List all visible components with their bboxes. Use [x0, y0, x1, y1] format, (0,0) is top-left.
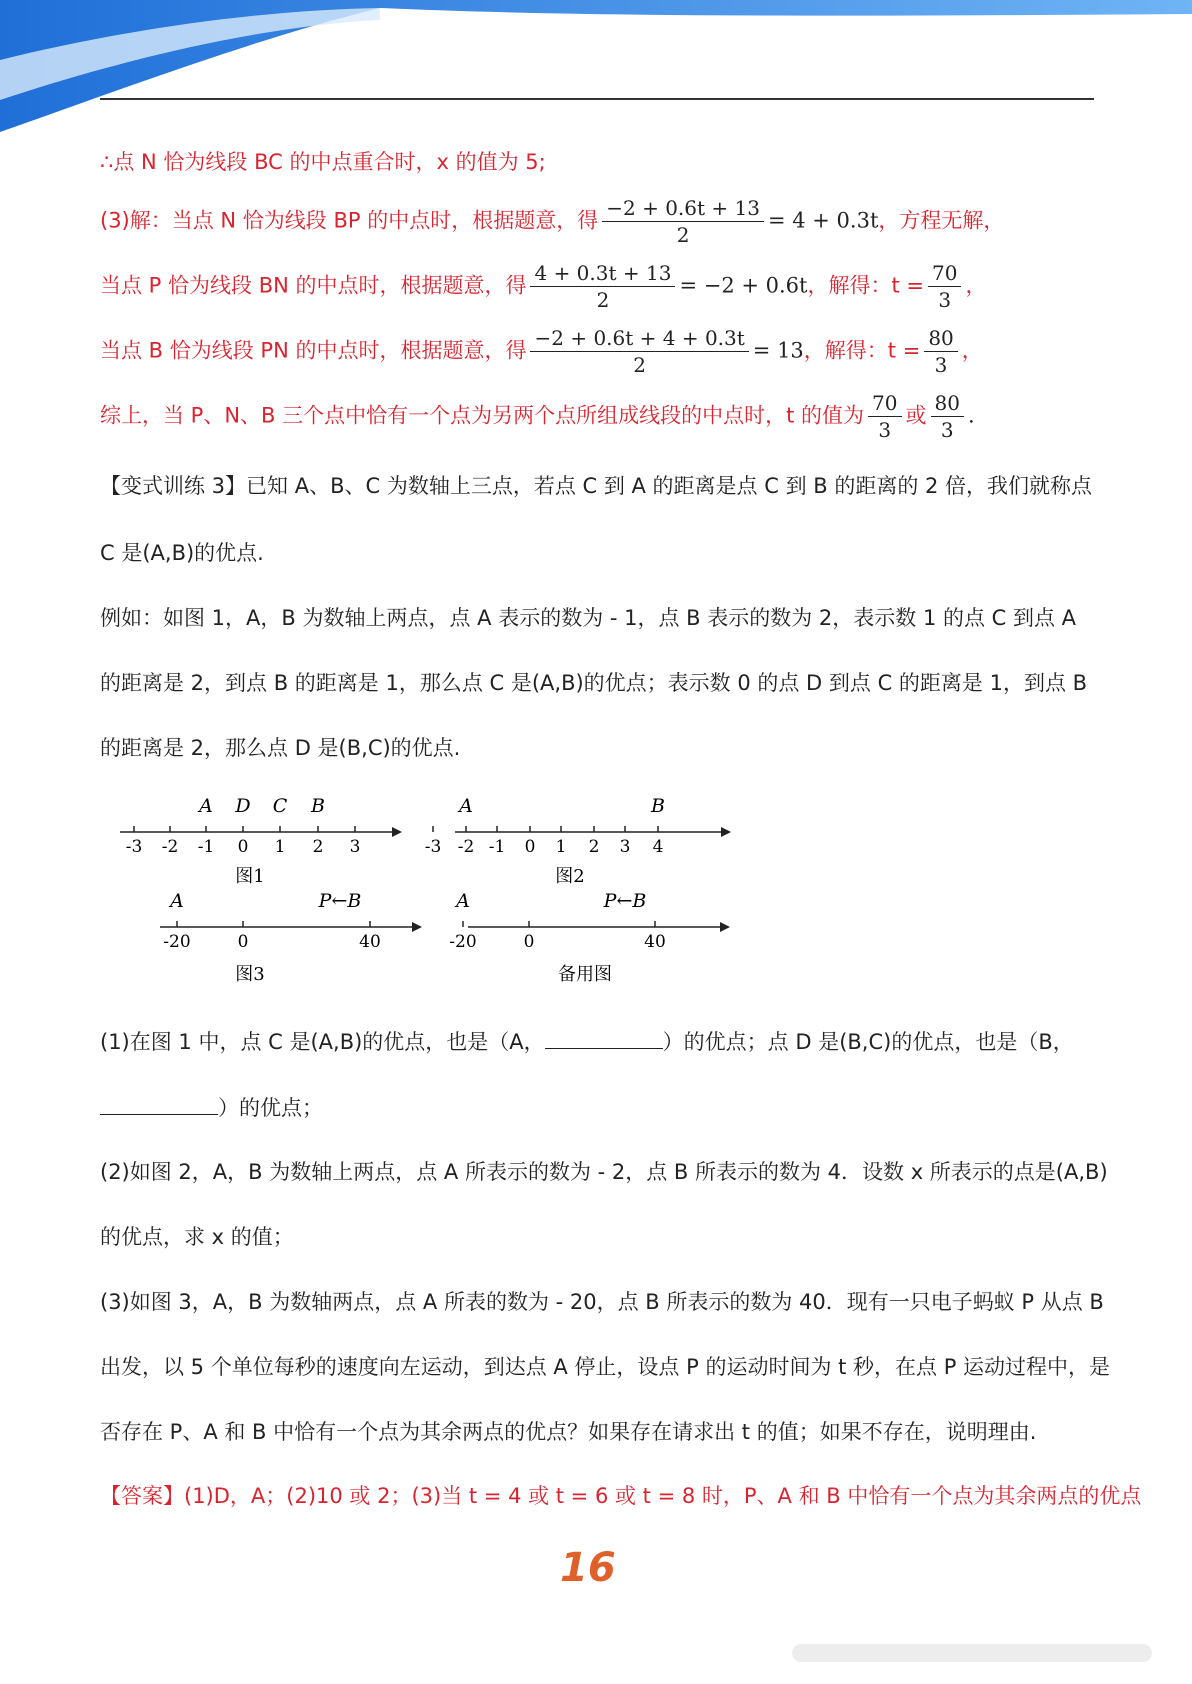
fig2-tick-label: -2 [457, 837, 475, 857]
line2-tail: ，方程无解， [878, 208, 1005, 233]
header-rule [100, 98, 1094, 100]
fig1-tick-label: -2 [161, 837, 179, 857]
fig2-arrow-icon [721, 827, 731, 837]
fig2-tick-label: 1 [555, 837, 567, 857]
line3-fraction [530, 260, 675, 313]
fig1-point-label: A [199, 795, 213, 817]
fig1-tick-label: 0 [237, 837, 249, 857]
number-line-figures [110, 790, 750, 1000]
fig3-caption: 图3 [235, 964, 265, 985]
line5-fraction-1 [868, 390, 901, 443]
line3-result-denominator: 3 [938, 288, 952, 312]
figure-spare [449, 890, 730, 985]
line5-text: 综上，当 P、N、B 三个点中恰有一个点为另两个点所组成线段的中点时，t 的值为 [100, 403, 865, 428]
question-2-line-1: (2)如图 2，A，B 为数轴上两点，点 A 所表示的数为 - 2，点 B 所表示的数为 4．设数 x 所表示的点是(A,B) [100, 1160, 1108, 1184]
fig2-tick-label: 2 [588, 837, 600, 857]
fig4-tick-label: 0 [523, 932, 535, 952]
problem-line-3: 例如：如图 1，A，B 为数轴上两点，点 A 表示的数为 - 1，点 B 表示的数为 2，表示数 1 的点 C 到点 A [100, 606, 1077, 630]
q1-text-b: ）的优点；点 D 是(B,C)的优点，也是（B， [662, 1030, 1074, 1054]
line4-result [924, 325, 957, 378]
solution-line-3 [100, 260, 986, 313]
line2-numerator: −2 + 0.6t + 13 [602, 195, 764, 222]
line2-rhs: = 4 + 0.3t [767, 208, 879, 233]
fig3-point-label: P←B [318, 890, 362, 912]
fig4-tick-label: 40 [644, 932, 666, 952]
line4-text: 当点 B 恰为线段 PN 的中点时，根据题意，得 [100, 338, 527, 363]
fig1-arrow-icon [392, 827, 402, 837]
question-3-line-3: 否存在 P、A 和 B 中恰有一个点为其余两点的优点？如果存在请求出 t 的值；如果不存在，说明理由. [100, 1420, 1037, 1444]
q1-blank-2[interactable] [100, 1094, 218, 1115]
q1-text-a: (1)在图 1 中，点 C 是(A,B)的优点，也是（A， [100, 1030, 545, 1054]
fig4-point-label: A [456, 890, 470, 912]
line2-fraction [602, 195, 764, 248]
problem-line-4: 的距离是 2，到点 B 的距离是 1，那么点 C 是(A,B)的优点；表示数 0 的点 D 到点 C 的距离是 1，到点 B [100, 671, 1088, 695]
line4-result-numerator: 80 [924, 325, 957, 352]
fig1-tick-label: 1 [274, 837, 286, 857]
figure-3 [160, 890, 422, 985]
fig1-point-label: B [311, 795, 325, 817]
line4-end: ， [961, 338, 983, 363]
q1-blank-1[interactable] [545, 1028, 663, 1049]
line3-end: ， [965, 273, 987, 298]
line3-rhs: = −2 + 0.6t [679, 273, 808, 298]
fig1-point-label: D [235, 795, 251, 817]
line5-numerator-1: 70 [868, 390, 901, 417]
line2-text: (3)解：当点 N 恰为线段 BP 的中点时，根据题意，得 [100, 208, 599, 233]
question-3-line-1: (3)如图 3，A，B 为数轴两点，点 A 所表的数为 - 20，点 B 所表示的数为 40．现有一只电子蚂蚁 P 从点 B [100, 1290, 1104, 1314]
answer-line: 【答案】(1)D，A；(2)10 或 2；(3)当 t = 4 或 t = 6 或 t = 8 时，P、A 和 B 中恰有一个点为其余两点的优点 [100, 1484, 1142, 1508]
fig3-point-label: A [170, 890, 184, 912]
line3-solve: ，解得：t = [807, 273, 924, 298]
page-number: 16 [560, 1545, 616, 1591]
line4-fraction [530, 325, 748, 378]
question-1-line-1 [100, 1027, 1074, 1057]
fig2-point-label: B [651, 795, 665, 817]
fig1-tick-label: -3 [125, 837, 143, 857]
fig3-tick-label: -20 [163, 932, 191, 952]
line5-denominator-1: 3 [878, 418, 892, 442]
line2-denominator: 2 [676, 223, 690, 247]
line4-solve: ，解得：t = [803, 338, 921, 363]
fig1-tick-label: 2 [312, 837, 324, 857]
problem-line-2: C 是(A,B)的优点. [100, 541, 264, 565]
fig4-arrow-icon [720, 922, 730, 932]
fig2-caption: 图2 [555, 866, 585, 887]
line4-denominator: 2 [633, 353, 646, 377]
line3-denominator: 2 [596, 288, 610, 312]
fig4-point-label: P←B [603, 890, 647, 912]
question-2-line-2: 的优点，求 x 的值； [100, 1225, 294, 1249]
question-3-line-2: 出发，以 5 个单位每秒的速度向左运动，到达点 A 停止，设点 P 的运动时间为 t 秒，在点 P 运动过程中，是 [100, 1355, 1111, 1379]
line4-result-denominator: 3 [934, 353, 948, 377]
q1-text-c: ）的优点； [218, 1096, 323, 1120]
problem-line-1: 【变式训练 3】已知 A、B、C 为数轴上三点，若点 C 到 A 的距离是点 C 到 B 的距离的 2 倍，我们就称点 [100, 474, 1093, 498]
question-1-line-2 [100, 1093, 323, 1123]
fig2-tick-label: 4 [652, 837, 664, 857]
header-banner [0, 0, 1192, 140]
fig4-caption: 备用图 [558, 964, 612, 985]
line5-denominator-2: 3 [940, 418, 954, 442]
line3-result-numerator: 70 [928, 260, 961, 287]
line3-result [928, 260, 961, 313]
line4-numerator: −2 + 0.6t + 4 + 0.3t [530, 325, 748, 352]
fig3-tick-label: 0 [237, 932, 249, 952]
solution-line-5 [100, 390, 975, 443]
fig2-tick-label: 3 [619, 837, 631, 857]
solution-line-2 [100, 195, 1004, 248]
fig1-tick-label: -1 [197, 837, 215, 857]
solution-line-1: ∴点 N 恰为线段 BC 的中点重合时，x 的值为 5; [100, 150, 546, 174]
line5-end: . [967, 403, 975, 428]
fig2-tick-label: 0 [524, 837, 536, 857]
figure-2 [425, 795, 731, 887]
fig1-point-label: C [272, 795, 288, 817]
fig2-point-label: A [459, 795, 473, 817]
fig3-arrow-icon [412, 922, 422, 932]
fig1-caption: 图1 [235, 866, 265, 887]
line5-fraction-2 [931, 390, 964, 443]
line3-text: 当点 P 恰为线段 BN 的中点时，根据题意，得 [100, 273, 527, 298]
fig3-tick-label: 40 [359, 932, 381, 952]
line5-or: 或 [905, 403, 927, 428]
fig1-tick-label: 3 [349, 837, 361, 857]
line5-numerator-2: 80 [931, 390, 964, 417]
line3-numerator: 4 + 0.3t + 13 [530, 260, 675, 287]
fig4-tick-label: -20 [449, 932, 477, 952]
problem-line-5: 的距离是 2，那么点 D 是(B,C)的优点. [100, 736, 461, 760]
solution-line-4 [100, 325, 983, 378]
watermark [792, 1640, 1152, 1666]
line4-rhs: = 13 [752, 338, 804, 363]
fig2-tick-label: -1 [488, 837, 506, 857]
figure-1 [120, 795, 402, 887]
fig2-tick-label: -3 [424, 837, 442, 857]
